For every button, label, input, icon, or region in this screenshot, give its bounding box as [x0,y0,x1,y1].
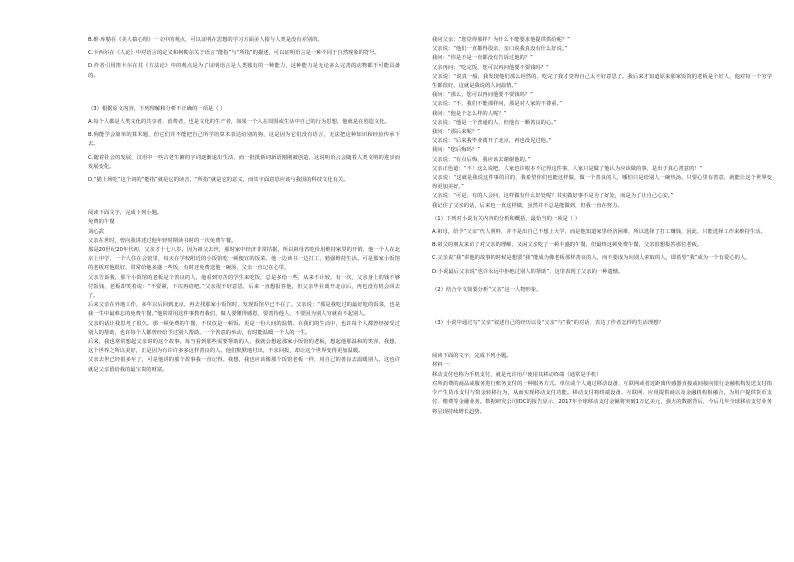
material-label: 材料一： [432,362,454,369]
story-paragraph: 那是20世纪20年代初，父亲才十七八岁。因为祖父去世，那时家中经济非常拮据，所以祖母省吃俭用维持家里的开销，他一个人在北京上中学，一个人住在会馆里，每天在学校附近的小饭馆吃一顿便宜的饭菜。他一边读书一边打工，勉强维持生活。可是那家小饭馆的老板对他很好，常常给他多盛一些饭，有时还免费送他一碗汤，父亲一直记在心里。 [88,247,400,272]
story-paragraph: 父亲的话让我思考了很久。那一顿免费的午餐，不仅仅是一顿饭，更是一份人间的温情。在我们的生活中，也许每个人都曾经接受过别人的帮助，也许每个人都曾经给予过别人帮助。一个善意的举动，有时能温暖一个人的一生。 [88,320,400,336]
dialogue-line: 父亲说：“后来我毕业离开了北京，再也没见过他。” [432,138,552,145]
option-b-top: B.维·库勒在《美人猿心理》一文中的观点，可以证明在思想的学习方面美人猿与人类是没有差别的。 [88,37,323,43]
story-paragraph: 父亲在世时，曾向我讲述过他年轻时期读书时的一次免费午餐。 [88,237,237,244]
question-2-stem: （2）结合全文简要分析“父亲”这一人物形象。 [432,286,542,293]
right-column [432,36,772,417]
question-1-stem: （1）下列对小说有关内容的分析和概括，最恰当的一项是（ ） [432,215,581,222]
dialogue-line: 父亲说：“不，我们不能那样问，那是对人家的不尊重。” [432,101,562,108]
dialogue-line: 父亲说：“可是，有的人会问，这样做有什么好处呢？其实做好事不是为了好处，而是为了让自己心安。” [432,193,674,200]
option-d-top: D.作者引用笛卡尔在其《方法论》中的观点是为了证明语言是人类独有的一种能力，这种能力是无论多么完善的动物都不可能具备的。 [88,63,400,79]
question-3-option-a: A.每个人都是人类文化的共享者、消费者，也是文化的生产者，如果一个人在周围或生活中自己的行为思想，他就是在创造文化。 [88,119,390,126]
reading2-instruction: 阅读下面的文字，完成下列小题。 [432,353,512,360]
dialogue-line: 父亲说：“有点后悔，我应该去谢谢他的。” [432,156,531,163]
question-3-stem: （3）根据原文内容，下列理解和分析不正确的一项是（ ） [88,105,226,112]
left-column [88,36,400,375]
dialogue-line: 父亲说：“他是一个普通的人，但他有一颗善良的心。” [432,119,557,126]
dialogue-line: 父亲再问：“吃完饭，您可以再问他要不要钱吗？” [432,64,549,71]
story-paragraph: 后来，我也常常想起父亲讲的这个故事。每当看到那些需要帮助的人，我就会想起那家小饭馆的老板，想起他那温和的笑容。我想，这个世界之所以美好，正是因为有许许多多这样善良的人。他们默默地付出，不求回报，却让这个世界变得更加温暖。 [88,339,400,355]
dialogue-line: 我记住了父亲的话，后来也一直这样做，虽然并不总是能做到，但我一直在努力。 [432,202,623,209]
question-1-option-d: D.小说最后父亲说“也许永远中拒绝过别人的帮助”，这里表现了父亲的一种遗憾。 [432,268,624,275]
reading-instruction: 阅读下面文字，完成下列小题。 [88,210,163,217]
dialogue-line: 我问：“他是个怎么样的人呢？” [432,110,507,117]
question-3-option-b: B.狗能学会简单的算术题，但它们并不能把自己所学的算术表达给别的狗，这是因为它们没有语言，无法把这种知识和经验传承下去。 [88,132,400,148]
dialogue-line: 我问：“那么，您可以再问他要不要钱吗？” [432,92,533,99]
question-1-option-b: B.祖父的朋友来访了对父亲的理解，又闲父亲吃了一顿丰盛的午餐，但最终这顿免费午餐，父亲很想报答那位老板。 [432,242,703,249]
story-paragraph: 父亲去世已经很多年了，可是他讲的那个故事我一直记得。我想，我也应该像那个饭馆老板一样，用自己的善良去温暖别人。这也许就是父亲留给我的最宝贵的财富。 [88,357,400,373]
dialogue-line: 父亲正色道：“不！这么说吧，人家也许根本不记得这件事，人家只是做了他认为应该做的事，是出于真心善意的！” [432,165,703,172]
question-3-option-c: C.随着社会的发展，汉语中一些古老生僻的字词逐渐退出生活，而一批批新词新语刚刚被创造，这说明语言会随着人类文明的进步而发展变化。 [88,154,400,170]
option-c-top: C.卡西尔在《人论》中对语言的定义和柯勒尔关于语言“能指”与“所指”的描述，可以证明语言是一种不同于自然现象的符号。 [88,50,380,57]
dialogue-line: 父亲说：“他们一直都得很亲，亲口说我真没有什么好说。” [432,46,568,53]
story-author: 刘心武 [88,228,104,235]
question-1-option-c: C.父亲说“我”讲他的故事的时候是想要“我”能成为像老板那样善良的人，而不要成为向别人索取的人，即希望“我”成为一个有爱心的人。 [432,255,751,262]
material-first-line: 移动支付也称为手机支付，就是允许用户使用其移动终端（通常是手机） [432,371,602,378]
story-paragraph: 后来父亲在外地工作，多年以后回到北京，再去找那家小饭馆时，发现饭馆早已不在了。父亲说：“那是我吃过的最好吃的饭菜，也是我一生中最难忘的免费午餐。”他常常用这件事教育我们，做人要懂得感恩，要善待他人，不要因为别人穷就看不起别人。 [88,302,400,318]
dialogue-line: 父亲说：“说真一般，我发现他们那么坦然的，吃完了我才觉得自己太不好意思了。我后来才知道原来那家饭馆的老板是个好人，他对每一个穷学生都很好，这就是我说的人间温情。” [432,73,772,90]
dialogue-line: 我问：“您后悔吗？” [432,147,480,154]
material-paragraph: 对所消费的商品或服务进行账务支付的一种服务方式。单位或个人通过移动设备、互联网或者近距离传感器直接或间接向银行金融机构发送支付指令产生货币支付与资金转移行为，从而实现移动支付功能。移动支付将终端设备、互联网、应用提供商以及金融机构相融合，为用户提供货币支付、缴费等金融业务。数据研究公司IDC的报告显示，2017年全球移动支付金额将突破1万亿美元，强大的数据背后，今后几年全球移动支付业务将呈现持续增长趋势。 [432,380,772,415]
question-3-option-d: D.“猫上场吃”这个词的“能指”就是它的读音，“所指”就是它的意义，而其字面意思应该与我国的科技文化有关。 [88,177,349,184]
story-paragraph: 父亲告诉我，那个小饭馆的老板是个善良的人，他看到穷苦的学生来吃饭，总是多给一些，从来不计较。有一次，父亲身上的钱不够付饭钱，老板却笑着说：“不要紧，下次再给吧。”父亲很不好意思，后来一直想报答他，但父亲毕业离开北京后，再也没有机会回去了。 [88,274,400,300]
story-title: 免费的午餐 [88,219,115,226]
dialogue-line: 我问父亲：“您觉得那样？为什么不能要求他提供供给呢？” [432,37,570,43]
question-3-stem-right: （3）小说中通过写“父亲”叙述自己的经历以及“父亲”与“我”的对话，表达了作者怎样的生活理想？ [432,320,664,327]
dialogue-line: 父亲说：“这就是我说这件事的目的，我希望你们也能这样做，做一个善良的人，哪怕只是给别人一碗热汤。只要心里有善意，就能让这个世界变得更加美好。” [432,175,772,191]
dialogue-line: 我问：“你是不是一直都没有告诉过他的？” [432,55,533,62]
dialogue-line: 我问：“那后来呢？” [432,129,480,136]
question-1-option-a: A.祖母，给予“父亲”代人照料，并不是出自己不想上大学，而是他知道家里经济困难，所以选择了打工赚钱，因此，只能选择工作来维持生活。 [432,229,766,236]
